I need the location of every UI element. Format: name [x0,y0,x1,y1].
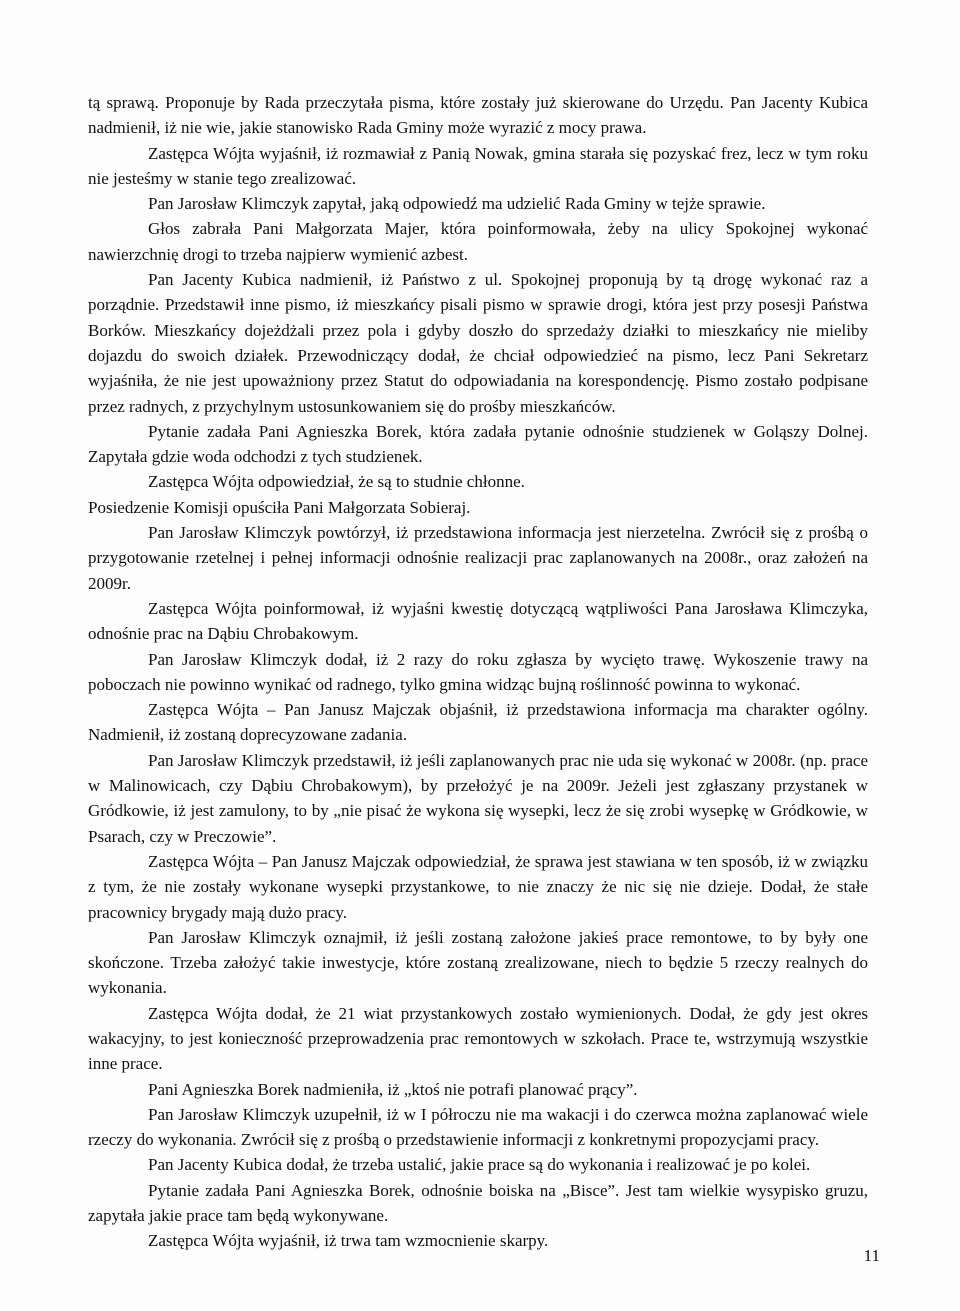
paragraph: Pan Jarosław Klimczyk oznajmił, iż jeśli zostaną założone jakieś prace remontowe, to by były one skończone. Trzeba założyć takie inwestycje, które zostaną zrealizowane, niech to będzie 5 rzeczy realnych do wykonania. [88,927,868,998]
paragraph: tą sprawą. Proponuje by Rada przeczytała pisma, które zostały już skierowane do Urzędu. Pan Jacenty Kubica nadmienił, iż nie wie, jakie stanowisko Rada Gminy może wyrazić z mocy prawa. [88,93,868,138]
page-number: 11 [863,1246,880,1265]
paragraph: Pan Jarosław Klimczyk przedstawił, iż jeśli zaplanowanych prac nie uda się wykonać w 2008r. (np. prace w Malinowicach, czy Dąbiu Chrobakowym), by przełożyć je na 2009r. Jeżeli jest zgłaszany przystanek w Gródkowie, iż jest zamulony, to by „nie pisać że wykona się wysepki, lecz że się zrobi wysepkę w Gródkowie, w Psarach, czy w Preczowie”. [88,750,868,846]
paragraph: Pan Jarosław Klimczyk powtórzył, iż przedstawiona informacja jest nierzetelna. Zwrócił się z prośbą o przygotowanie rzetelnej i pełnej informacji odnośnie realizacji prac zaplanowanych na 2008r., oraz założeń na 2009r. [88,523,868,593]
paragraph: Pan Jacenty Kubica dodał, że trzeba ustalić, jakie prace są do wykonania i realizować je po kolei. [148,1155,811,1175]
paragraph: Zastępca Wójta wyjaśnił, iż rozmawiał z Panią Nowak, gmina starała się pozyskać frez, lecz w tym roku nie jesteśmy w stanie tego zrealizować. [88,143,868,188]
paragraph: Pan Jarosław Klimczyk zapytał, jaką odpowiedź ma udzielić Rada Gminy w tejże sprawie. [148,194,766,214]
paragraph: Pytanie zadała Pani Agnieszka Borek, która zadała pytanie odnośnie studzienek w Goląszy Dolnej. Zapytała gdzie woda odchodzi z tych studzienek. [88,421,868,467]
paragraph: Pan Jarosław Klimczyk dodał, iż 2 razy do roku zgłasza by wycięto trawę. Wykoszenie trawy na poboczach nie powinno wynikać od radnego, tylko gmina widząc bujną roślinność powinna to wykonać. [88,649,868,694]
paragraph: Zastępca Wójta odpowiedział, że są to studnie chłonne. [148,472,525,492]
paragraph: Zastępca Wójta – Pan Janusz Majczak objaśnił, iż przedstawiona informacja ma charakter ogólny. Nadmienił, iż zostaną doprecyzowane zadania. [88,700,868,745]
paragraph: Zastępca Wójta – Pan Janusz Majczak odpowiedział, że sprawa jest stawiana w ten sposób, iż w związku z tym, że nie zostały wykonane wysepki przystankowe, to nie znaczy że nic się nie dzieje. Dodał, że stałe pracownicy brygady mają dużo pracy. [88,851,868,922]
paragraph: Zastępca Wójta wyjaśnił, iż trwa tam wzmocnienie skarpy. [148,1231,549,1251]
paragraph: Pan Jarosław Klimczyk uzupełnił, iż w I półroczu nie ma wakacji i do czerwca można zaplanować wiele rzeczy do wykonania. Zwrócił się z prośbą o przedstawienie informacji z konkretnymi propozycjami pracy. [88,1104,868,1150]
paragraph: Posiedzenie Komisji opuściła Pani Małgorzata Sobieraj. [88,497,471,517]
paragraph: Pan Jacenty Kubica nadmienił, iż Państwo z ul. Spokojnej proponują by tą drogę wykonać raz a porządnie. Przedstawił inne pismo, iż mieszkańcy pisali pismo w sprawie drogi, która jest przy posesji Państwa Borków. Mieszkańcy dojeżdżali przez pola i gdyby doszło do sprzedaży działki to mieszkańcy nie mieliby dojazdu do swoich działek. Przewodniczący dodał, że chciał odpowiedzieć na pismo, lecz Pani Sekretarz wyjaśniła, że nie jest upoważniony przez Statut do odpowiadania na korespondencję. Pismo zostało podpisane przez radnych, z przychylnym ustosunkowaniem się do prośby mieszkańców. [88,270,868,416]
paragraph: Głos zabrała Pani Małgorzata Majer, która poinformowała, żeby na ulicy Spokojnej wykonać nawierzchnię drogi to trzeba najpierw wymienić azbest. [88,219,868,264]
paragraph: Zastępca Wójta dodał, że 21 wiat przystankowych zostało wymienionych. Dodał, że gdy jest okres wakacyjny, to jest konieczność przeprowadzenia prac remontowych w szkołach. Prace te, wstrzymują wszystkie inne prace. [88,1003,868,1074]
paragraph: Pytanie zadała Pani Agnieszka Borek, odnośnie boiska na „Bisce”. Jest tam wielkie wysypisko gruzu, zapytała jakie prace tam będą wykonywane. [88,1180,868,1226]
paragraph: Zastępca Wójta poinformował, iż wyjaśni kwestię dotyczącą wątpliwości Pana Jarosława Klimczyka, odnośnie prac na Dąbiu Chrobakowym. [88,598,868,644]
paragraph: Pani Agnieszka Borek nadmieniła, iż „ktoś nie potrafi planować prący”. [148,1079,638,1099]
document-body [88,90,868,1254]
